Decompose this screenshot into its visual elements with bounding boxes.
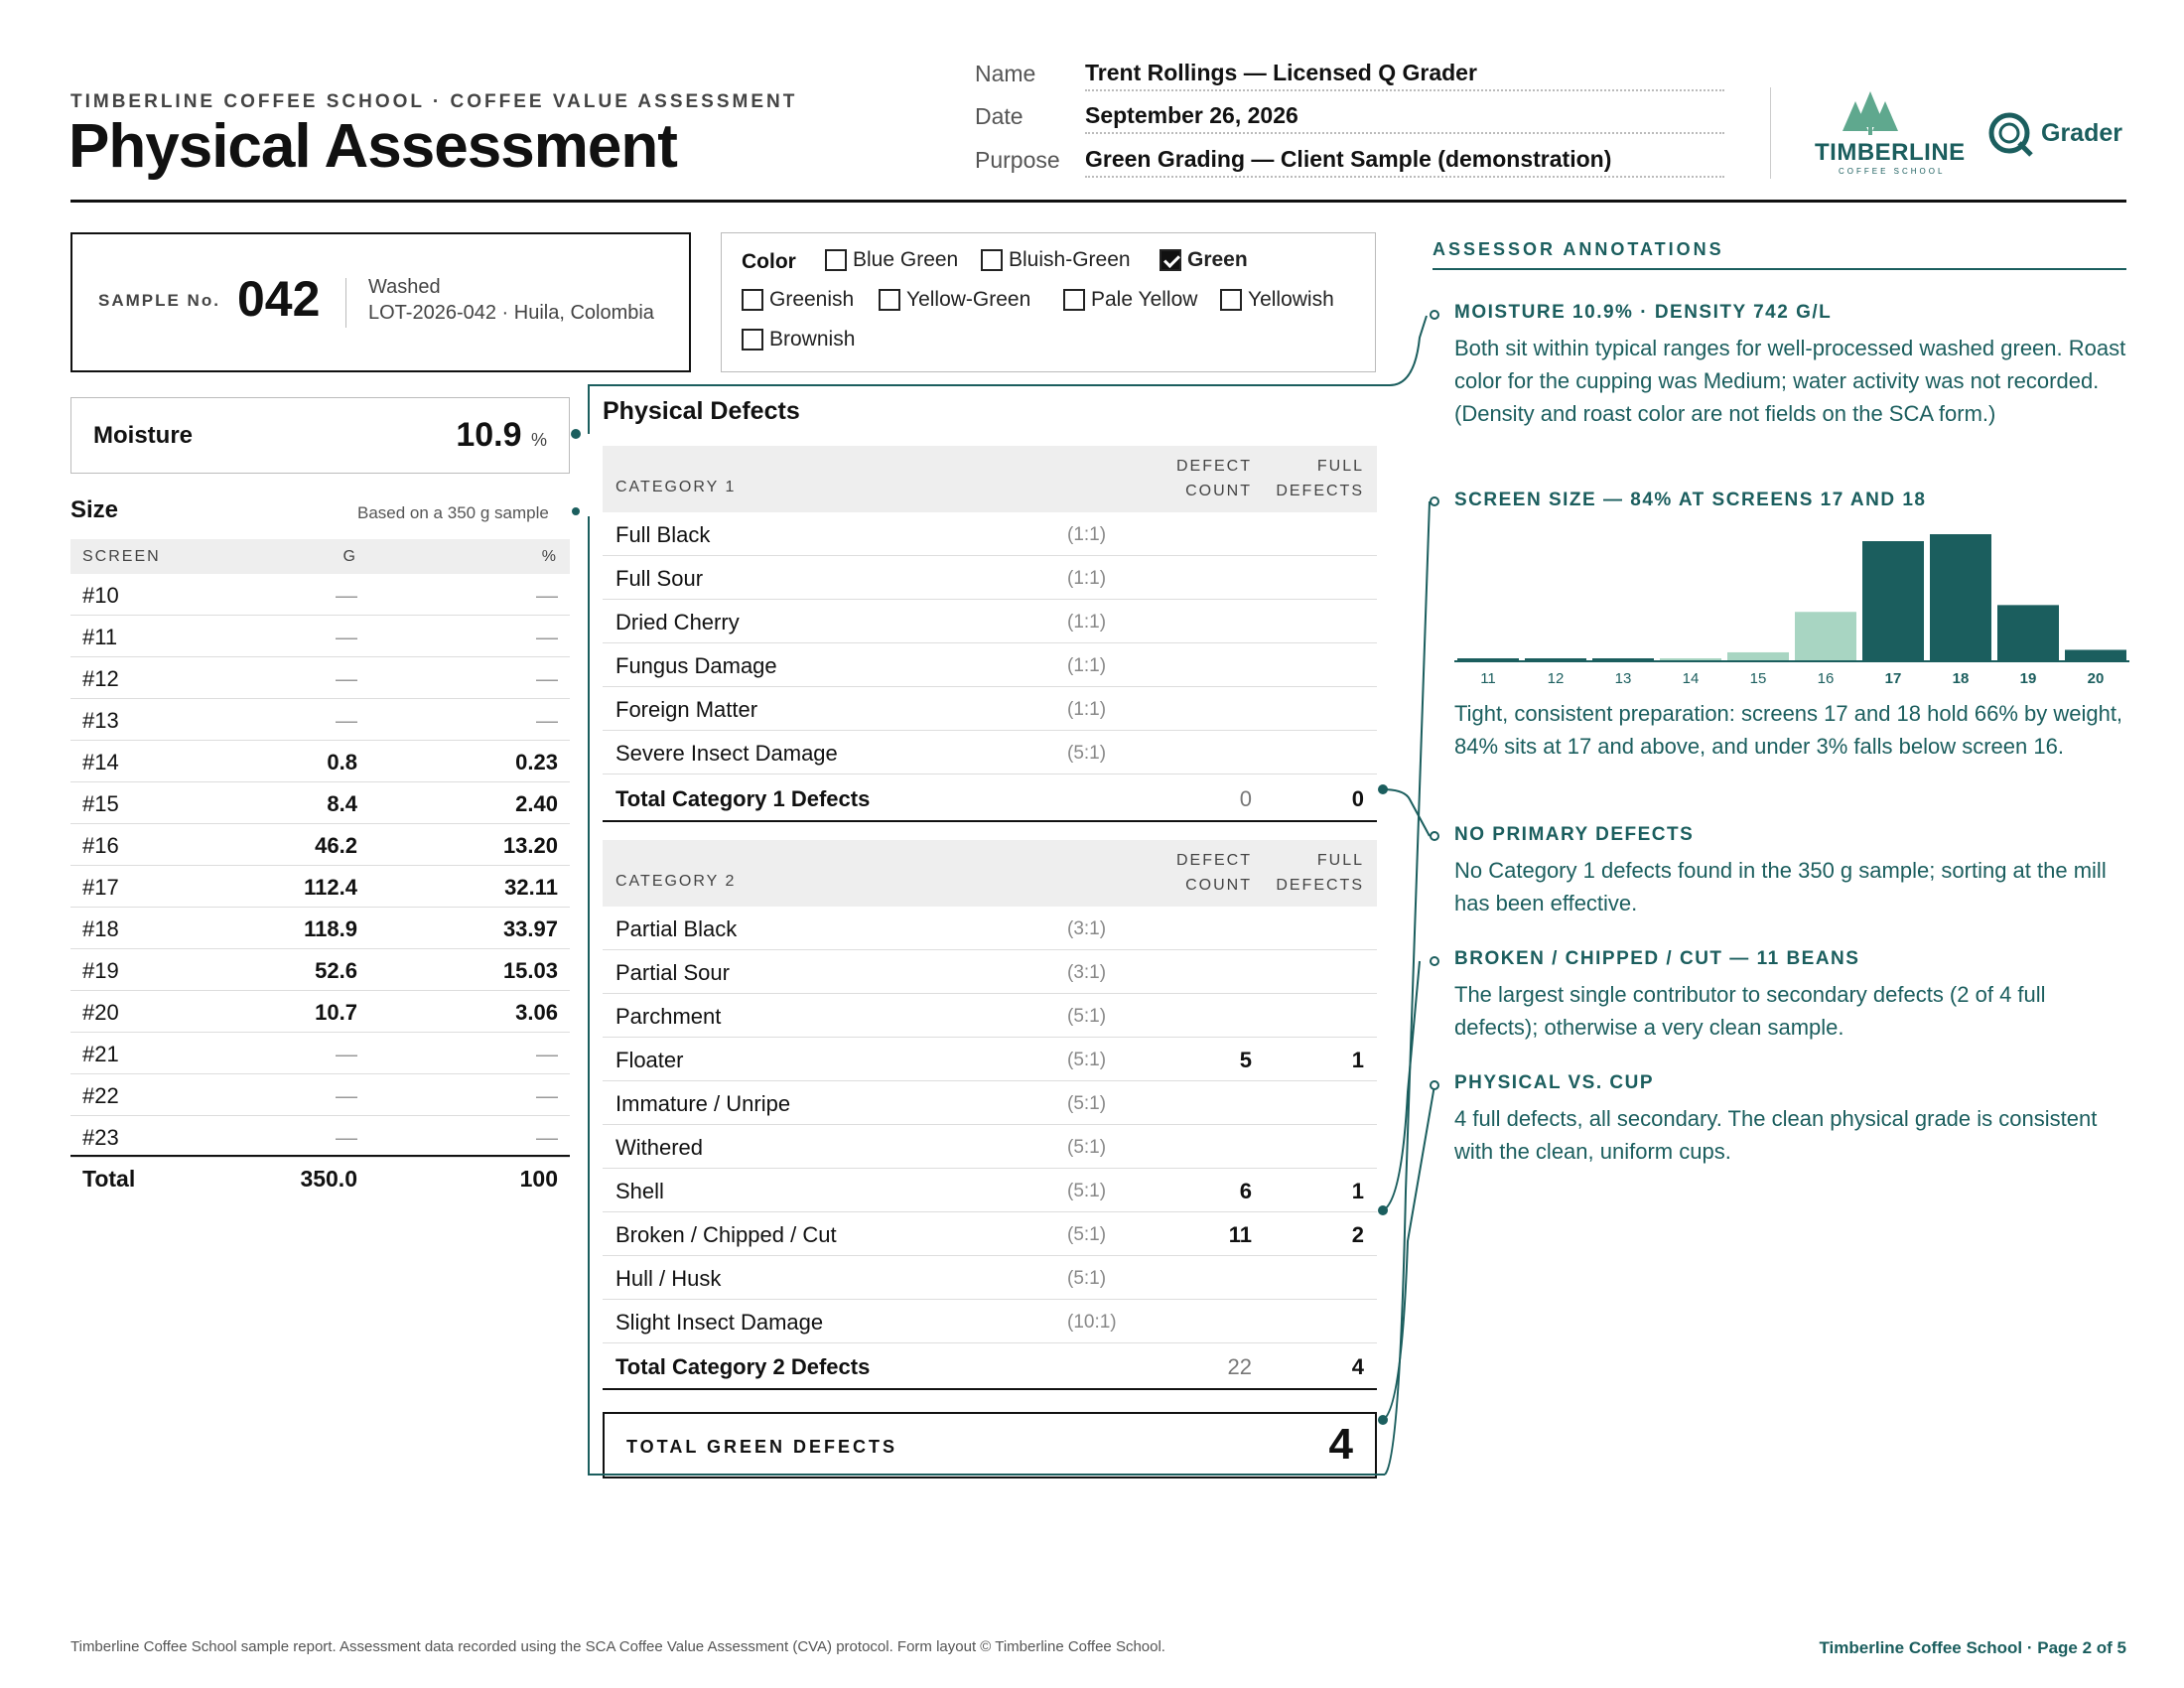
size-row — [70, 1033, 570, 1074]
connector-screen — [1385, 501, 1430, 1475]
defect-row — [603, 907, 1377, 950]
color-option-blue-green[interactable]: Blue Green — [825, 248, 958, 272]
annotation-heading: BROKEN / CHIPPED / CUT — 11 BEANS — [1454, 948, 1860, 969]
cat2-header — [603, 840, 1377, 907]
date-field: September 26, 2026 — [1085, 102, 1724, 134]
sample-number: 042 — [237, 271, 321, 327]
defect-row — [603, 1038, 1377, 1081]
size-table-header — [70, 539, 570, 574]
size-percent: 2.40 — [515, 791, 558, 816]
size-screen: #15 — [82, 791, 119, 816]
size-percent: 3.06 — [515, 1000, 558, 1025]
defect-ratio: (5:1) — [1067, 1006, 1107, 1027]
defect-count: 6 — [1239, 1179, 1252, 1203]
defect-name: Foreign Matter — [615, 697, 758, 722]
cat1-total-full: 0 — [1351, 786, 1364, 811]
size-grams: — — [336, 625, 357, 649]
defect-name: Immature / Unripe — [615, 1091, 791, 1116]
checkbox[interactable] — [742, 329, 763, 351]
col-defect-count-l1: DEFECT — [1176, 458, 1252, 475]
chart-tick-label: 17 — [1884, 670, 1902, 687]
defect-name: Hull / Husk — [615, 1266, 722, 1291]
defect-ratio: (5:1) — [1067, 1224, 1107, 1245]
col-full-defects — [1276, 848, 1364, 898]
purpose-label: Purpose — [975, 147, 1060, 173]
defect-name: Floater — [615, 1048, 684, 1072]
page-title: Physical Assessment — [68, 112, 677, 181]
checkbox[interactable] — [1063, 289, 1085, 311]
size-grams: 10.7 — [315, 1000, 357, 1025]
checkbox-checked[interactable] — [1160, 249, 1181, 271]
color-option-yellowish[interactable]: Yellowish — [1220, 288, 1334, 312]
col-full-defects-l1: FULL — [1316, 458, 1364, 475]
col-screen: SCREEN — [82, 548, 161, 565]
total-green-label: TOTAL GREEN DEFECTS — [626, 1437, 898, 1457]
size-screen: #14 — [82, 750, 119, 774]
size-screen: #16 — [82, 833, 119, 858]
moisture-number: 10.9 — [456, 416, 522, 454]
col-defect-count-l1: DEFECT — [1176, 852, 1252, 869]
size-row — [70, 574, 570, 616]
size-row — [70, 699, 570, 741]
defect-row — [603, 512, 1377, 556]
defect-row — [603, 1212, 1377, 1256]
chart-tick-label: 19 — [2019, 670, 2037, 687]
sample-box — [70, 232, 691, 372]
size-total-pct: 100 — [519, 1166, 558, 1192]
screen-size-chart — [1454, 526, 2129, 690]
col-full-defects-l2: DEFECTS — [1276, 483, 1364, 499]
defects-title: Physical Defects — [603, 397, 800, 425]
size-grams: — — [336, 1083, 357, 1108]
col-full-defects-l1: FULL — [1316, 852, 1364, 869]
defect-ratio: (1:1) — [1067, 699, 1107, 720]
chart-tick-label: 18 — [1952, 670, 1970, 687]
defect-ratio: (1:1) — [1067, 568, 1107, 589]
size-percent: — — [536, 1083, 558, 1108]
size-screen: #13 — [82, 708, 119, 733]
size-grams: — — [336, 1042, 357, 1066]
connector-physical-cup — [1383, 1085, 1434, 1420]
size-percent: — — [536, 666, 558, 691]
cat2-total-full: 4 — [1351, 1354, 1364, 1379]
defect-name: Withered — [615, 1135, 704, 1160]
size-screen: #18 — [82, 916, 119, 941]
col-grams: G — [342, 548, 357, 565]
size-row — [70, 782, 570, 824]
footer-note: Timberline Coffee School sample report. Assessment data recorded using the SCA Coffee Value Assessment (CVA) protocol. Form layout © Timberline Coffee School. — [70, 1638, 1165, 1655]
defect-ratio: (1:1) — [1067, 612, 1107, 633]
col-defect-count — [1176, 454, 1252, 503]
size-screen: #11 — [82, 625, 118, 649]
size-grams: — — [336, 583, 357, 608]
defect-name: Full Black — [615, 522, 711, 547]
size-row — [70, 657, 570, 699]
checkbox[interactable] — [1220, 289, 1242, 311]
annotation-body: No Category 1 defects found in the 350 g sample; sorting at the mill has been effective. — [1454, 858, 2107, 915]
defect-name: Dried Cherry — [615, 610, 740, 634]
defect-row — [603, 950, 1377, 994]
defect-name: Shell — [615, 1179, 664, 1203]
size-screen: #23 — [82, 1125, 119, 1150]
chart-tick-label: 14 — [1682, 670, 1700, 687]
defect-name: Partial Black — [615, 916, 738, 941]
full-defects: 1 — [1351, 1179, 1364, 1203]
date-label: Date — [975, 103, 1024, 129]
defect-row — [603, 1169, 1377, 1212]
moisture-box — [70, 397, 570, 474]
color-box — [721, 232, 1376, 372]
size-grams: — — [336, 666, 357, 691]
size-percent: 13.20 — [502, 833, 558, 858]
sample-lot: LOT-2026-042 · Huila, Colombia — [368, 302, 654, 324]
cat2-total-label: Total Category 2 Defects — [615, 1354, 871, 1379]
connector-no-primary — [1383, 789, 1430, 836]
size-total-g: 350.0 — [300, 1166, 357, 1192]
defect-ratio: (3:1) — [1067, 962, 1107, 983]
defect-row — [603, 556, 1377, 600]
checkbox[interactable] — [981, 249, 1003, 271]
size-grams: — — [336, 1125, 357, 1150]
header-rule — [70, 200, 2126, 203]
color-option-greenish[interactable]: Greenish — [742, 288, 854, 312]
size-note: Based on a 350 g sample — [357, 503, 549, 522]
size-percent: — — [536, 625, 558, 649]
report-kicker: TIMBERLINE COFFEE SCHOOL · COFFEE VALUE ASSESSMENT — [70, 91, 798, 112]
chart-bar — [1997, 605, 2059, 661]
defect-row — [603, 731, 1377, 774]
cat2-total-count: 22 — [1227, 1354, 1252, 1379]
chart-bar — [2065, 649, 2126, 661]
size-row — [70, 866, 570, 908]
defect-row — [603, 1300, 1377, 1343]
defect-row — [603, 1256, 1377, 1300]
defect-row — [603, 687, 1377, 731]
col-full-defects-l2: DEFECTS — [1276, 877, 1364, 894]
size-grams: 52.6 — [315, 958, 357, 983]
size-row — [70, 1116, 570, 1158]
color-option-bluish-green[interactable]: Bluish-Green — [981, 248, 1131, 272]
size-screen: #22 — [82, 1083, 119, 1108]
defect-name: Partial Sour — [615, 960, 730, 985]
annotation-heading: NO PRIMARY DEFECTS — [1454, 824, 1695, 845]
size-percent: 15.03 — [502, 958, 558, 983]
chart-tick-label: 12 — [1547, 670, 1565, 687]
size-percent: — — [536, 583, 558, 608]
annotation-body: Both sit within typical ranges for well-processed washed green. Roast color for the cupping was Medium; water activity was not recorded. (Density and roast color are not fields on the SCA form.) — [1454, 336, 2126, 426]
color-option-yellow-green[interactable]: Yellow-Green — [879, 288, 1030, 312]
cat1-total-row — [603, 775, 1377, 822]
defect-ratio: (1:1) — [1067, 524, 1107, 545]
size-percent: — — [536, 1125, 558, 1150]
size-row — [70, 741, 570, 782]
moisture-unit: % — [530, 430, 547, 450]
moisture-value — [456, 416, 547, 455]
size-row — [70, 908, 570, 949]
color-option-pale-yellow[interactable]: Pale Yellow — [1063, 288, 1197, 312]
full-defects: 1 — [1351, 1048, 1364, 1072]
size-percent: 32.11 — [504, 875, 558, 900]
defect-ratio: (3:1) — [1067, 918, 1107, 939]
defect-name: Severe Insect Damage — [615, 741, 838, 766]
defect-ratio: (5:1) — [1067, 1268, 1107, 1289]
chart-tick-label: 13 — [1614, 670, 1632, 687]
grader-logo — [1987, 109, 2126, 159]
defect-name: Broken / Chipped / Cut — [615, 1222, 837, 1247]
defect-ratio: (1:1) — [1067, 655, 1107, 676]
checkbox[interactable] — [742, 289, 763, 311]
size-screen: #17 — [82, 875, 119, 900]
size-title: Size — [70, 496, 119, 523]
chart-bar — [1727, 652, 1789, 661]
size-row — [70, 616, 570, 657]
defect-name: Full Sour — [615, 566, 704, 591]
defect-row — [603, 600, 1377, 643]
total-green-defects-box — [603, 1412, 1377, 1478]
footer-page: Timberline Coffee School · Page 2 of 5 — [1819, 1638, 2126, 1657]
defect-ratio: (5:1) — [1067, 1050, 1107, 1070]
size-percent: 0.23 — [515, 750, 558, 774]
color-option-green[interactable]: Green — [1160, 248, 1248, 272]
grader-wordmark: Grader — [2041, 119, 2122, 147]
chart-bar — [1930, 534, 1991, 661]
cat1-total-count: 0 — [1239, 786, 1252, 811]
annotation-body: Tight, consistent preparation: screens 17 and 18 hold 66% by weight, 84% sits at 17 and above, and under 3% falls below screen 16. — [1454, 701, 2123, 759]
timberline-wordmark: TIMBERLINE — [1815, 139, 1966, 166]
cat1-label: CATEGORY 1 — [615, 479, 737, 495]
size-grams: 112.4 — [304, 875, 357, 900]
logo-divider — [1770, 87, 1771, 179]
size-grams: 8.4 — [327, 791, 357, 816]
size-percent: 33.97 — [502, 916, 558, 941]
defect-ratio: (5:1) — [1067, 1093, 1107, 1114]
annotation-heading: SCREEN SIZE — 84% AT SCREENS 17 AND 18 — [1454, 490, 1927, 510]
q-grader-icon — [1987, 109, 2039, 161]
size-percent: — — [536, 1042, 558, 1066]
defect-ratio: (10:1) — [1067, 1312, 1117, 1333]
cat2-label: CATEGORY 2 — [615, 873, 737, 890]
defect-name: Slight Insect Damage — [615, 1310, 824, 1335]
purpose-field: Green Grading — Client Sample (demonstration) — [1085, 146, 1724, 178]
size-grams: 46.2 — [315, 833, 357, 858]
timberline-logo — [1809, 87, 1966, 179]
annotation-heading: PHYSICAL VS. CUP — [1454, 1072, 1655, 1093]
defect-name: Parchment — [615, 1004, 722, 1029]
full-defects: 2 — [1351, 1222, 1364, 1247]
chart-bar — [1862, 541, 1924, 661]
defect-count: 5 — [1239, 1048, 1252, 1072]
sample-label: SAMPLE No. — [98, 291, 220, 310]
sample-process: Washed — [368, 276, 441, 298]
sample-divider — [345, 278, 346, 328]
col-full-defects — [1276, 454, 1364, 503]
annotation-heading: MOISTURE 10.9% · DENSITY 742 G/L — [1454, 302, 1833, 323]
col-defect-count-l2: COUNT — [1185, 483, 1252, 499]
defect-name: Fungus Damage — [615, 653, 777, 678]
size-total-row — [70, 1155, 570, 1196]
color-option-brownish[interactable]: Brownish — [742, 328, 855, 352]
defect-ratio: (5:1) — [1067, 1137, 1107, 1158]
total-green-value: 4 — [1328, 1420, 1353, 1469]
size-screen: #10 — [82, 583, 119, 608]
chart-tick-label: 11 — [1480, 670, 1496, 687]
checkbox[interactable] — [825, 249, 847, 271]
checkbox[interactable] — [879, 289, 900, 311]
annotation-body: 4 full defects, all secondary. The clean physical grade is consistent with the clean, uniform cups. — [1454, 1106, 2098, 1164]
cat2-total-row — [603, 1343, 1377, 1390]
defect-row — [603, 1125, 1377, 1169]
timberline-sub: COFFEE SCHOOL — [1839, 167, 1946, 176]
size-total-label: Total — [82, 1166, 136, 1192]
defect-row — [603, 1081, 1377, 1125]
defect-ratio: (5:1) — [1067, 1181, 1107, 1201]
chart-tick-label: 20 — [2087, 670, 2105, 687]
size-grams: 0.8 — [327, 750, 357, 774]
annotations-title: ASSESSOR ANNOTATIONS — [1433, 239, 1724, 259]
chart-tick-label: 15 — [1749, 670, 1767, 687]
size-row — [70, 824, 570, 866]
chart-bar — [1795, 612, 1856, 661]
size-grams: — — [336, 708, 357, 733]
col-defect-count — [1176, 848, 1252, 898]
defect-row — [603, 643, 1377, 687]
size-row — [70, 991, 570, 1033]
col-percent: % — [541, 548, 558, 565]
size-row — [70, 949, 570, 991]
moisture-label: Moisture — [93, 422, 194, 449]
chart-tick-label: 16 — [1817, 670, 1835, 687]
annotations-rule — [1433, 268, 2126, 270]
defect-row — [603, 994, 1377, 1038]
cat1-total-label: Total Category 1 Defects — [615, 786, 871, 811]
name-field: Trent Rollings — Licensed Q Grader — [1085, 60, 1724, 91]
connector-broken — [1383, 961, 1420, 1210]
size-percent: — — [536, 708, 558, 733]
size-grams: 118.9 — [304, 916, 357, 941]
defect-ratio: (5:1) — [1067, 743, 1107, 764]
col-defect-count-l2: COUNT — [1185, 877, 1252, 894]
size-screen: #20 — [82, 1000, 119, 1025]
defect-count: 11 — [1228, 1222, 1252, 1247]
cat1-header — [603, 446, 1377, 512]
size-screen: #19 — [82, 958, 119, 983]
name-label: Name — [975, 61, 1036, 86]
size-row — [70, 1074, 570, 1116]
size-screen: #12 — [82, 666, 119, 691]
size-screen: #21 — [82, 1042, 119, 1066]
annotation-body: The largest single contributor to secondary defects (2 of 4 full defects); otherwise a very clean sample. — [1454, 982, 2046, 1040]
color-label: Color — [742, 250, 796, 273]
